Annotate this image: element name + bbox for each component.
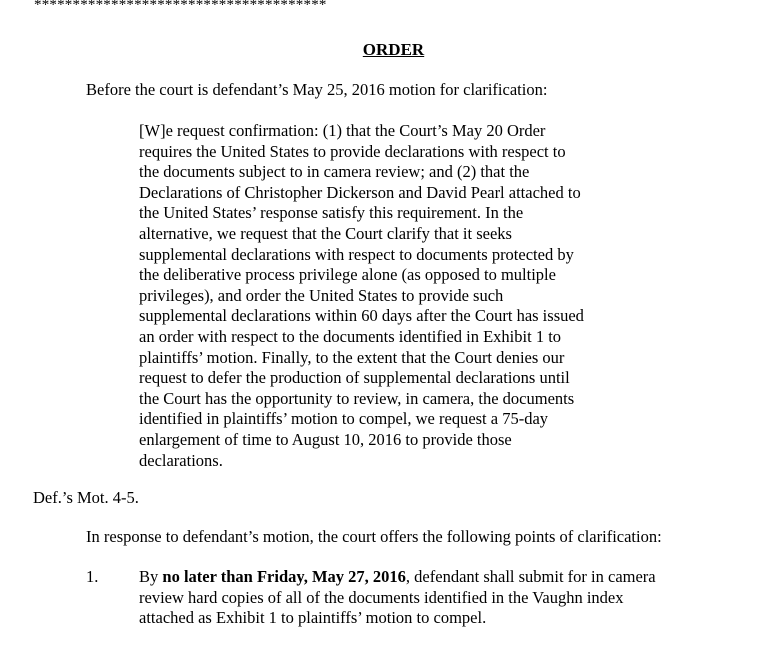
quote-line: the United States’ response satisfy this requirement. In the	[139, 203, 524, 223]
quote-line: privileges), and order the United States to provide such	[139, 285, 504, 305]
quote-line: alternative, we request that the Court clarify that it seeks	[139, 223, 512, 243]
quote-line: enlargement of time to August 10, 2016 to provide those	[139, 429, 512, 449]
quote-line: Declarations of Christopher Dickerson and David Pearl attached to	[139, 182, 581, 202]
item-prefix: By	[139, 567, 163, 586]
citation: Def.’s Mot. 4-5.	[33, 488, 139, 507]
deadline-bold: no later than Friday, May 27, 2016	[162, 567, 406, 586]
item-suffix: , defendant shall submit for in camera	[405, 567, 656, 586]
quote-line: the Court has the opportunity to review, in camera, the documents	[139, 388, 575, 408]
list-item-number: 1.	[86, 567, 99, 586]
separator-stars: **************************************	[34, 0, 327, 13]
quote-line: declarations.	[139, 450, 223, 470]
quote-line: identified in plaintiffs’ motion to compel, we request a 75-day	[139, 409, 549, 429]
quote-line: supplemental declarations within 60 days after the Court has issued	[139, 306, 584, 326]
quote-line: plaintiffs’ motion. Finally, to the extent that the Court denies our	[139, 347, 565, 367]
order-title: ORDER	[362, 40, 425, 59]
intro-paragraph: Before the court is defendant’s May 25, 2016 motion for clarification:	[86, 80, 548, 99]
block-quote	[139, 121, 639, 471]
quote-line: an order with respect to the documents identified in Exhibit 1 to	[139, 326, 562, 346]
list-item	[139, 567, 656, 629]
list-item-line	[139, 567, 656, 588]
quote-line: supplemental declarations with respect to documents protected by	[139, 244, 574, 264]
quote-line: request to defer the production of supplemental declarations until	[139, 368, 570, 388]
quote-line: the deliberative process privilege alone (as opposed to multiple	[139, 265, 556, 285]
quote-line: requires the United States to provide declarations with respect to	[139, 141, 566, 161]
list-item-line: review hard copies of all of the documents identified in the Vaughn index	[139, 587, 624, 607]
response-paragraph: In response to defendant’s motion, the court offers the following points of clarification:	[86, 527, 662, 546]
quote-line: the documents subject to in camera review; and (2) that the	[139, 162, 530, 182]
list-item-line: attached as Exhibit 1 to plaintiffs’ motion to compel.	[139, 608, 487, 628]
quote-line: [W]e request confirmation: (1) that the Court’s May 20 Order	[139, 121, 546, 140]
